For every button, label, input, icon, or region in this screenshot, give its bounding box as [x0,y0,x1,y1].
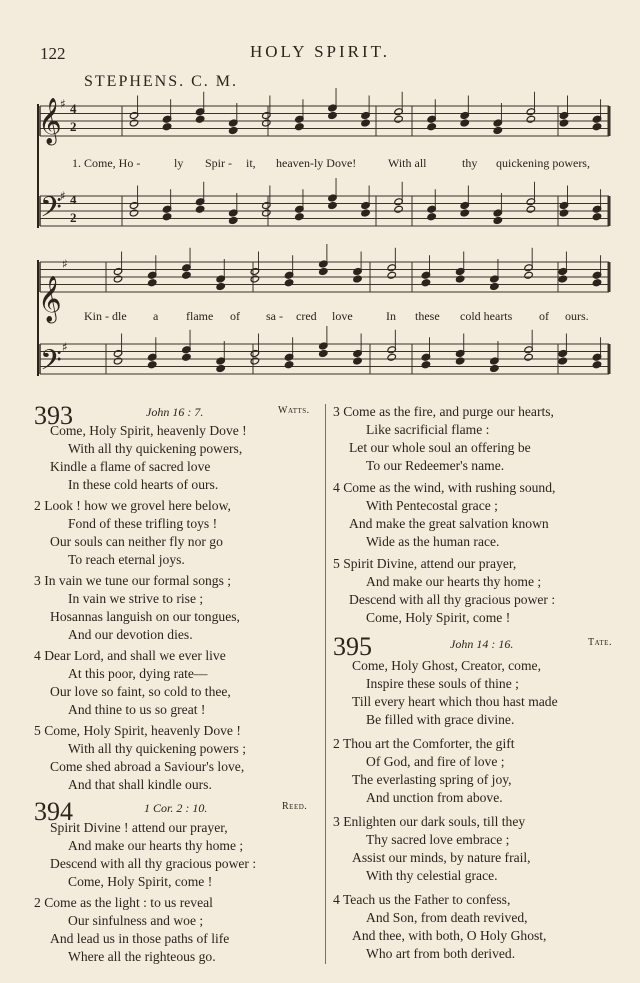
note-head [524,271,533,279]
verse-line: Fond of these trifling toys ! [68,516,218,531]
verse-line: Where all the righteous go. [68,949,216,964]
note-head [592,361,601,369]
svg-text:♯: ♯ [60,97,66,111]
lyric-syllable: sa - [266,309,283,323]
verse-line: With thy celestial grace. [366,868,498,883]
lyric-syllable: a [153,309,159,323]
note-head [228,217,237,225]
note-head [421,279,430,287]
note-head [113,275,122,283]
hymn-number: 395 [333,632,372,661]
verse-line: And thine to us so great ! [68,702,206,717]
note-head [394,115,403,123]
verse-line: Inspire these souls of thine ; [366,676,519,691]
note-head [295,213,304,221]
verse-line: 4 Dear Lord, and shall we ever live [34,648,226,663]
verse-line: To reach eternal joys. [68,552,185,567]
note-head [250,275,259,283]
note-head [493,217,502,225]
verse-line: In vain we strive to rise ; [68,591,204,606]
svg-text:2: 2 [70,210,77,225]
note-head [162,123,171,131]
lyric-syllable: cred [296,309,317,323]
note-head [284,361,293,369]
page-number: 122 [40,44,66,63]
lyric-syllable: flame [186,309,214,323]
tune-title: STEPHENS. C. M. [84,73,239,90]
note-head [182,353,191,361]
note-head [559,209,568,217]
lyric-syllable: Spir - [205,156,232,170]
note-head [490,365,499,373]
note-head [490,283,499,291]
verse-line: 3 In vain we tune our formal songs ; [34,573,232,588]
note-head [493,127,502,135]
verse-line: And our devotion dies. [68,627,193,642]
verse-line: With Pentecostal grace ; [366,498,498,513]
note-head [592,123,601,131]
verse-line: In these cold hearts of ours. [68,477,219,492]
verse-line: With all thy quickening powers, [68,441,243,456]
verse-line: 4 Come as the wind, with rushing sound, [333,480,556,495]
svg-text:𝄞: 𝄞 [38,276,62,322]
verse-line: And make the great salvation known [349,516,549,531]
verse-line: 5 Come, Holy Spirit, heavenly Dove ! [34,723,241,738]
music-score [0,0,640,400]
note-head [592,213,601,221]
verse-line: And make our hearts thy home ; [68,838,244,853]
verse-line: And Son, from death revived, [366,910,528,925]
note-head [319,268,328,276]
svg-text:♯: ♯ [62,340,68,354]
verse-line: At this poor, dying rate— [68,666,208,681]
note-head [262,209,271,217]
note-head [387,271,396,279]
note-head [361,209,370,217]
verse-line: Hosannas languish on our tongues, [50,609,240,624]
lyric-syllable: it, [246,156,256,170]
note-head [228,127,237,135]
note-head [353,275,362,283]
verse-line: Our love so faint, so cold to thee, [50,684,231,699]
note-head [216,283,225,291]
note-head [455,357,464,365]
note-head [250,357,259,365]
verse-line: And thee, with both, O Holy Ghost, [352,928,547,943]
note-head [262,119,271,127]
verse-line: Descend with all thy gracious power : [349,592,556,607]
note-head [394,205,403,213]
running-head: HOLY SPIRIT. [249,42,391,61]
note-head [129,119,138,127]
note-head [558,275,567,283]
lyric-syllable: In [386,309,396,323]
verse-line: The everlasting spring of joy, [352,772,512,787]
verse-line: And make our hearts thy home ; [366,574,542,589]
note-head [427,213,436,221]
note-head [427,123,436,131]
note-head [284,279,293,287]
note-head [558,357,567,365]
svg-text:4: 4 [70,101,77,116]
verse-line: Our souls can neither fly nor go [50,534,223,549]
note-head [195,205,204,213]
lyric-syllable: cold hearts [460,309,513,323]
verse-line: Kindle a flame of sacred love [50,459,211,474]
verse-line: 5 Spirit Divine, attend our prayer, [333,556,517,571]
verse-line: Wide as the human race. [366,534,500,549]
verse-line: Who art from both derived. [366,946,516,961]
lyric-syllable: quickening powers, [496,156,590,170]
note-head [147,279,156,287]
note-head [295,123,304,131]
hymn-author: Watts. [278,405,310,416]
verse-line: Come, Holy Spirit, heavenly Dove ! [50,423,247,438]
verse-line: 3 Come as the fire, and purge our hearts, [333,404,554,419]
lyric-syllable: of [230,309,240,323]
hymn-author: Reed. [282,801,308,812]
lyric-syllable: thy [462,156,478,170]
verse-line: Spirit Divine ! attend our prayer, [50,820,228,835]
verse-line: 2 Thou art the Comforter, the gift [333,736,515,751]
verse-line: 3 Enlighten our dark souls, till they [333,814,526,829]
verse-line: And that shall kindle ours. [68,777,212,792]
svg-text:𝄢: 𝄢 [40,191,62,231]
note-head [387,353,396,361]
verse-line: And unction from above. [366,790,503,805]
verse-line: Come, Holy Spirit, come ! [68,874,213,889]
verse-line: With all thy quickening powers ; [68,741,247,756]
hymn-number: 394 [34,797,73,826]
verse-line: Come, Holy Spirit, come ! [366,610,511,625]
lyric-syllable: of [539,309,549,323]
hymn-number: 393 [34,401,73,430]
note-head [592,279,601,287]
verse-line: Assist our minds, by nature frail, [352,850,531,865]
svg-text:𝄢: 𝄢 [40,344,62,384]
scripture-reference: John 16 : 7. [146,405,204,419]
scripture-reference: 1 Cor. 2 : 10. [144,801,208,815]
verse-line: 4 Teach us the Father to confess, [333,892,511,907]
note-head [559,119,568,127]
verse-line: Let our whole soul an offering be [349,440,531,455]
note-head [216,365,225,373]
verse-line: Our sinfulness and woe ; [68,913,204,928]
verse-line: Descend with all thy gracious power : [50,856,257,871]
note-head [524,353,533,361]
note-head [353,357,362,365]
verse-line: Be filled with grace divine. [366,712,515,727]
note-head [455,275,464,283]
lyric-syllable: 1. Come, Ho - [72,156,141,170]
svg-text:2: 2 [70,119,77,134]
note-head [129,209,138,217]
svg-text:♯: ♯ [62,257,68,271]
note-head [421,361,430,369]
verse-line: Of God, and fire of love ; [366,754,505,769]
note-head [182,271,191,279]
lyric-syllable: heaven-ly Dove! [276,156,357,170]
verse-line: Like sacrificial flame : [366,422,490,437]
verse-line: 2 Look ! how we grovel here below, [34,498,231,513]
note-head [319,350,328,358]
note-head [526,115,535,123]
note-head [460,119,469,127]
lyric-syllable: these [415,309,440,323]
scripture-reference: John 14 : 16. [450,637,514,651]
note-head [147,361,156,369]
lyric-syllable: ours. [565,309,589,323]
verse-line: Come shed abroad a Saviour's love, [50,759,245,774]
verse-line: To our Redeemer's name. [366,458,505,473]
note-head [195,115,204,123]
svg-text:𝄞: 𝄞 [38,98,62,144]
verse-line: 2 Come as the light : to us reveal [34,895,213,910]
lyric-syllable: love [332,309,353,323]
verse-line: Come, Holy Ghost, Creator, come, [352,658,541,673]
note-head [526,205,535,213]
svg-text:♯: ♯ [60,189,66,203]
verse-line: And lead us in those paths of life [50,931,230,946]
lyric-syllable: With all [388,156,427,170]
verse-line: Till every heart which thou hast made [352,694,558,709]
note-head [361,119,370,127]
lyric-syllable: ly [174,156,184,170]
column-divider [325,404,326,964]
note-head [460,209,469,217]
lyric-syllable: Kin - dle [84,309,127,323]
note-head [113,357,122,365]
note-head [162,213,171,221]
svg-text:4: 4 [70,192,77,207]
hymn-author: Tate. [588,637,612,648]
note-head [328,112,337,120]
note-head [328,202,337,210]
verse-line: Thy sacred love embrace ; [366,832,510,847]
